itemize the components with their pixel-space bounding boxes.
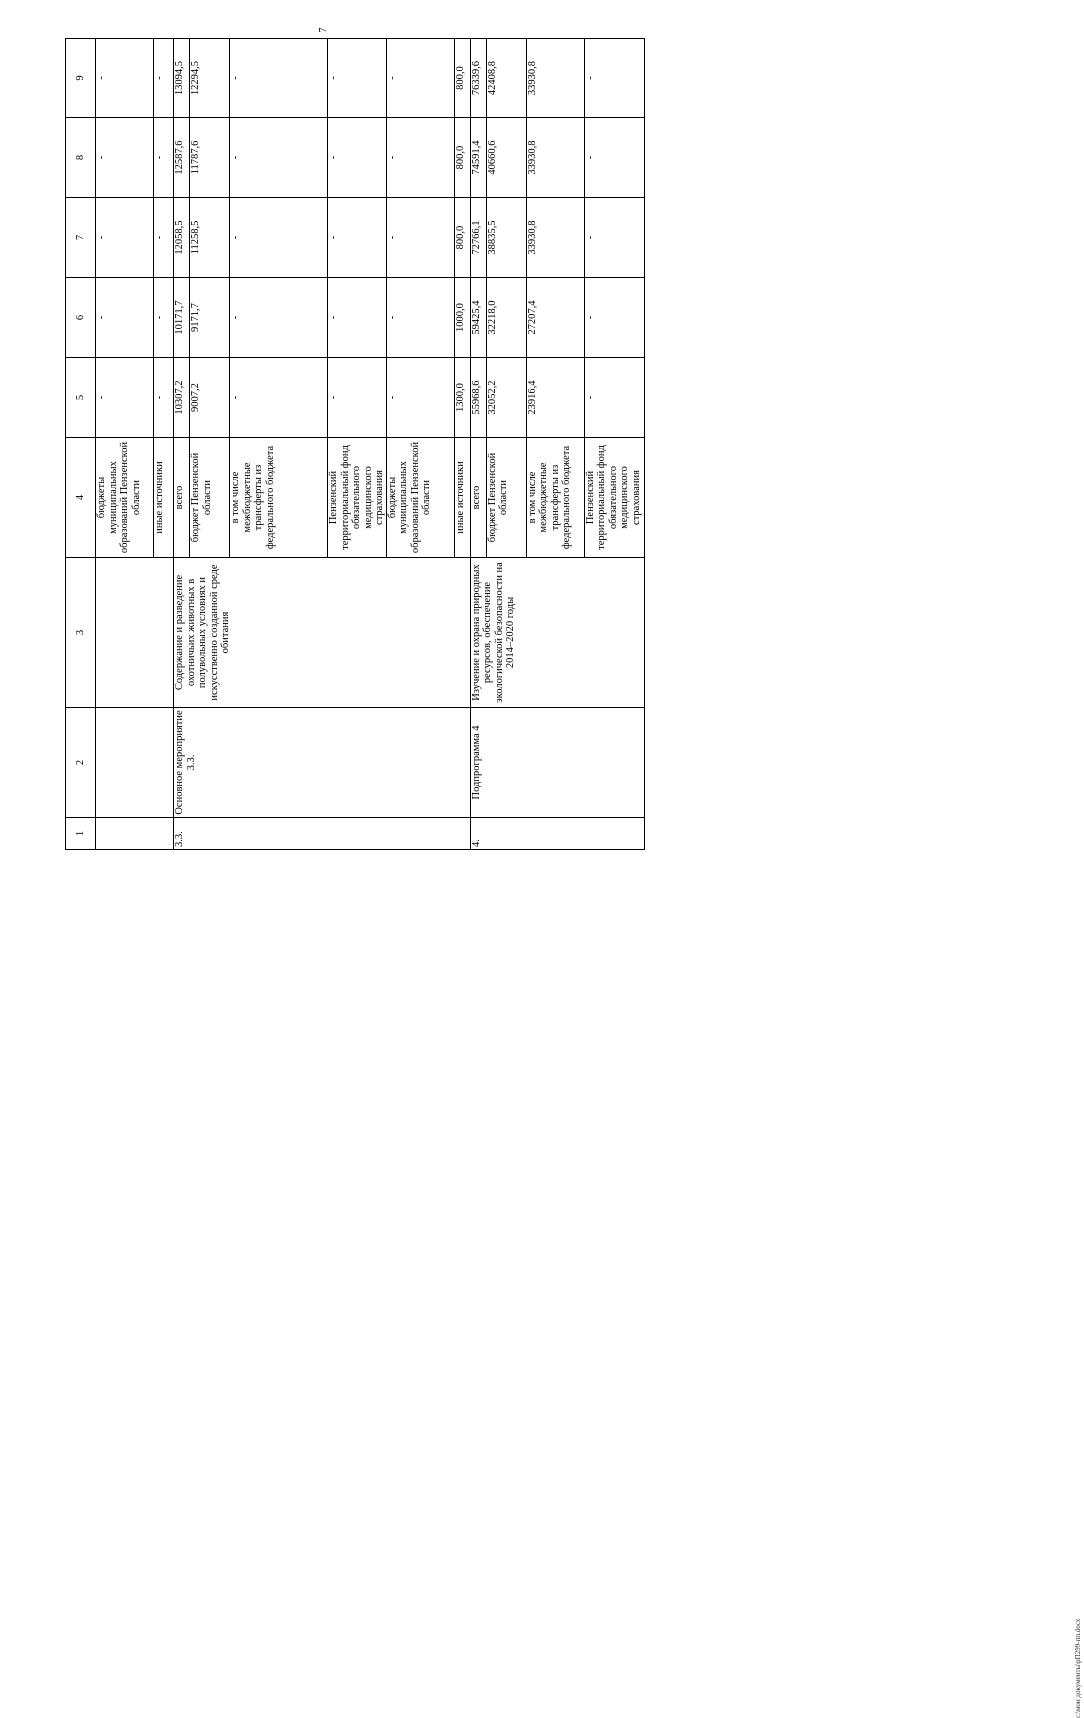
value-cell: - (96, 278, 154, 358)
value-cell: - (328, 198, 387, 278)
value-cell: 74591,4 (470, 118, 486, 198)
value-cell: 33930,8 (526, 118, 584, 198)
value-cell: 10171,7 (174, 278, 190, 358)
value-cell: 38835,5 (486, 198, 526, 278)
value-cell: 59425,4 (470, 278, 486, 358)
value-cell: - (328, 118, 387, 198)
funding-source: бюджет Пензенской области (486, 438, 526, 558)
value-cell: - (328, 278, 387, 358)
value-cell: 33930,8 (526, 39, 584, 118)
funding-source: иные источники (454, 438, 470, 558)
value-cell: - (584, 278, 644, 358)
column-header: 5 (66, 358, 96, 438)
value-cell: 12587,6 (174, 118, 190, 198)
column-header: 6 (66, 278, 96, 358)
value-cell: - (584, 118, 644, 198)
value-cell: 800,0 (454, 39, 470, 118)
header-row (66, 39, 96, 850)
row-name: Содержание и разведение охотничьих животных в полувольных условиях и искусственно созданной среде обитания (174, 558, 471, 708)
file-path-footer: c:\мои документы\рП299-пп.docx (1074, 1618, 1082, 1718)
value-cell: - (386, 198, 454, 278)
value-cell: - (154, 118, 174, 198)
column-header: 7 (66, 198, 96, 278)
value-cell: - (584, 39, 644, 118)
value-cell: 1300,0 (454, 358, 470, 438)
value-cell: - (154, 39, 174, 118)
value-cell: 10307,2 (174, 358, 190, 438)
funding-source: бюджет Пензенской области (190, 438, 230, 558)
value-cell: 32218,0 (486, 278, 526, 358)
value-cell: 23916,4 (526, 358, 584, 438)
value-cell: - (230, 358, 328, 438)
funding-source: иные источники (154, 438, 174, 558)
value-cell: 1000,0 (454, 278, 470, 358)
value-cell: - (154, 278, 174, 358)
value-cell: 72766,1 (470, 198, 486, 278)
budget-table (65, 38, 645, 850)
value-cell: - (96, 39, 154, 118)
value-cell: - (386, 39, 454, 118)
value-cell: 800,0 (454, 118, 470, 198)
funding-source: Пензенский территориальный фонд обязательного медицинского страхования (328, 438, 387, 558)
funding-source: в том числе межбюджетные трансферты из федерального бюджета (526, 438, 584, 558)
value-cell: 12058,5 (174, 198, 190, 278)
value-cell: - (230, 278, 328, 358)
funding-source: Пензенский территориальный фонд обязательного медицинского страхования (584, 438, 644, 558)
value-cell: - (386, 278, 454, 358)
row-name: Изучение и охрана природных ресурсов, обеспечение экологической безопасности на 2014–2020 годы (470, 558, 644, 708)
funding-source: всего (174, 438, 190, 558)
row-number (96, 818, 174, 850)
value-cell: - (386, 358, 454, 438)
value-cell: - (96, 198, 154, 278)
funding-source: всего (470, 438, 486, 558)
value-cell: 13094,5 (174, 39, 190, 118)
funding-source: бюджеты муниципальных образований Пензенской области (96, 438, 154, 558)
value-cell: - (230, 118, 328, 198)
column-header: 4 (66, 438, 96, 558)
funding-source: в том числе межбюджетные трансферты из федерального бюджета (230, 438, 328, 558)
funding-source: бюджеты муниципальных образований Пензенской области (386, 438, 454, 558)
row-number: 4. (470, 818, 644, 850)
value-cell: - (386, 118, 454, 198)
row-type: Основное мероприятие 3.3. (174, 708, 471, 818)
column-header: 3 (66, 558, 96, 708)
row-type: Подпрограмма 4 (470, 708, 644, 818)
value-cell: 40660,6 (486, 118, 526, 198)
value-cell: - (328, 358, 387, 438)
value-cell: - (584, 358, 644, 438)
value-cell: 11787,6 (190, 118, 230, 198)
value-cell: 76339,6 (470, 39, 486, 118)
column-header: 8 (66, 118, 96, 198)
column-header: 1 (66, 818, 96, 850)
value-cell: 42408,8 (486, 39, 526, 118)
value-cell: - (584, 198, 644, 278)
value-cell: - (328, 39, 387, 118)
row-type (96, 708, 174, 818)
value-cell: 32052,2 (486, 358, 526, 438)
budget-table-wrapper (65, 39, 642, 850)
value-cell: - (154, 198, 174, 278)
value-cell: 800,0 (454, 198, 470, 278)
table-row (470, 39, 486, 850)
value-cell: 9007,2 (190, 358, 230, 438)
value-cell: 11258,5 (190, 198, 230, 278)
value-cell: - (96, 118, 154, 198)
row-name (96, 558, 174, 708)
value-cell: 9171,7 (190, 278, 230, 358)
value-cell: 27207,4 (526, 278, 584, 358)
value-cell: - (154, 358, 174, 438)
table-row (174, 39, 190, 850)
value-cell: 33930,8 (526, 198, 584, 278)
page-number: 7 (318, 27, 329, 33)
value-cell: - (96, 358, 154, 438)
value-cell: - (230, 198, 328, 278)
value-cell: 55968,6 (470, 358, 486, 438)
value-cell: 12294,5 (190, 39, 230, 118)
column-header: 2 (66, 708, 96, 818)
row-number: 3.3. (174, 818, 471, 850)
table-row (96, 39, 154, 850)
value-cell: - (230, 39, 328, 118)
column-header: 9 (66, 39, 96, 118)
